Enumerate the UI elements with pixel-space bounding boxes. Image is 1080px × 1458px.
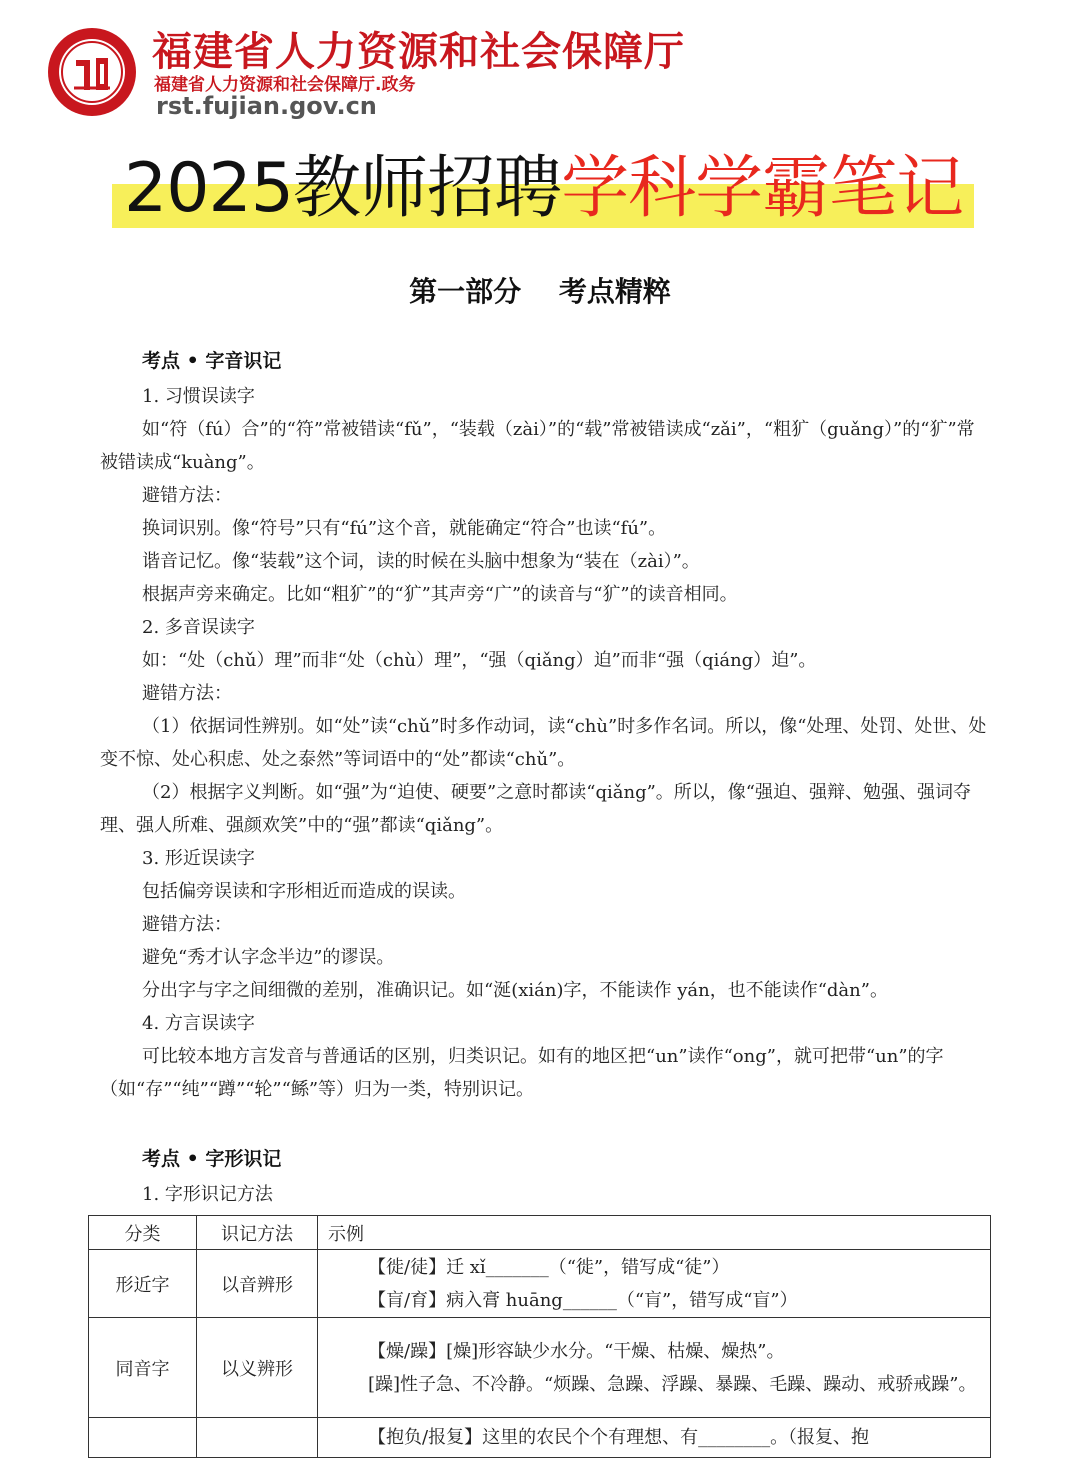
page-header [0,0,1080,140]
kp1-line: 2. 多音误读字 [142,617,255,638]
document-title [112,148,974,230]
kp1-line: 如：“处（chǔ）理”而非“处（chù）理”，“强（qiǎng）迫”而非“强（qiáng）迫”。 [142,650,817,671]
org-url: rst.fujian.gov.cn [156,92,377,120]
title-part-1: 2025教师招聘 [124,149,562,228]
kp1-line: 避免“秀才认字念半边”的谬误。 [142,947,395,968]
kp1-line: 包括偏旁误读和字形相近而造成的误读。 [142,881,466,902]
kp1-line: 4. 方言误读字 [142,1013,255,1034]
table-example: 【燥/躁】[燥]形容缺少水分。“干燥、枯燥、燥热”。 [368,1340,785,1362]
kp1-line: 谐音记忆。像“装载”这个词，读的时候在头脑中想象为“装在（zài）”。 [142,551,700,572]
kp2-subheading: 1. 字形识记方法 [142,1184,273,1205]
kp1-heading: 考点 • 字音识记 [142,350,282,372]
table-header: 分类 [89,1216,197,1250]
table-example: 【抱负/报复】这里的农民个个有理想、有________。（报复、抱 [368,1427,870,1448]
kp1-line: 避错方法： [142,683,232,704]
kp1-line: 3. 形近误读字 [142,848,255,869]
table-row [89,1318,991,1418]
ministry-seal-logo [46,26,138,118]
table-cell-examples [318,1250,991,1318]
kp1-line: （2）根据字义判断。如“强”为“迫使、硬要”之意时都读“qiǎng”。所以，像“强迫、强辩、勉强、强词夺理、强人所难、强颜欢笑”中的“强”都读“qiǎng”。 [100,782,971,836]
title-part-2: 学科学霸笔记 [561,149,964,228]
table-cell-method: 以义辨形 [197,1318,318,1418]
table-cell-method [197,1418,318,1458]
table-header: 识记方法 [197,1216,318,1250]
glyph-method-table [88,1215,991,1458]
table-cell-examples [318,1418,991,1458]
table-example: [躁]性子急、不冷静。“烦躁、急躁、浮躁、暴躁、毛躁、躁动、戒骄戒躁”。 [368,1373,977,1395]
kp1-line: 换词识别。像“符号”只有“fú”这个音，就能确定“符合”也读“fú”。 [142,518,667,539]
kp1-line: 1. 习惯误读字 [142,386,255,407]
kp1-line: 如“符（fú）合”的“符”常被错读“fǔ”，“装载（zài）”的“载”常被错读成“zǎi”，“粗犷（guǎng）”的“犷”常被错读成“kuàng”。 [100,419,975,473]
table-row [89,1418,991,1458]
table-cell-category: 形近字 [89,1250,197,1318]
kp1-line: 避错方法： [142,914,232,935]
org-name: 福建省人力资源和社会保障厅 [152,29,685,75]
document-body [100,342,990,1211]
kp2-heading: 考点 • 字形识记 [142,1148,282,1170]
kp1-line: 分出字与字之间细微的差别，准确识记。如“涎(xián)字，不能读作 yán，也不能读作“dàn”。 [142,980,888,1001]
kp1-line: 避错方法： [142,485,232,506]
table-row [89,1250,991,1318]
table-cell-category [89,1418,197,1458]
section-title: 第一部分 考点精粹 [409,275,671,308]
kp1-line: （1）依据词性辨别。如“处”读“chǔ”时多作动词，读“chù”时多作名词。所以，像“处理、处罚、处世、处变不惊、处心积虑、处之泰然”等词语中的“处”都读“chǔ”。 [100,716,987,770]
table-example: 【肓/育】病入膏 huāng______（“肓”，错写成“盲”） [368,1289,798,1311]
table-header-row [89,1216,991,1250]
table-cell-examples [318,1318,991,1418]
table-cell-category: 同音字 [89,1318,197,1418]
kp1-line: 可比较本地方言发音与普通话的区别，归类识记。如有的地区把“un”读作“ong”，就可把带“un”的字（如“存”“纯”“蹲”“轮”“鲧”等）归为一类，特别识记。 [100,1046,944,1100]
kp1-line: 根据声旁来确定。比如“粗犷”的“犷”其声旁“广”的读音与“犷”的读音相同。 [142,584,738,605]
table-cell-method: 以音辨形 [197,1250,318,1318]
table-header: 示例 [318,1216,991,1250]
table-example: 【徙/徒】迁 xǐ_______（“徙”，错写成“徒”） [368,1256,730,1278]
org-subtitle: 福建省人力资源和社会保障厅.政务 [154,75,416,95]
